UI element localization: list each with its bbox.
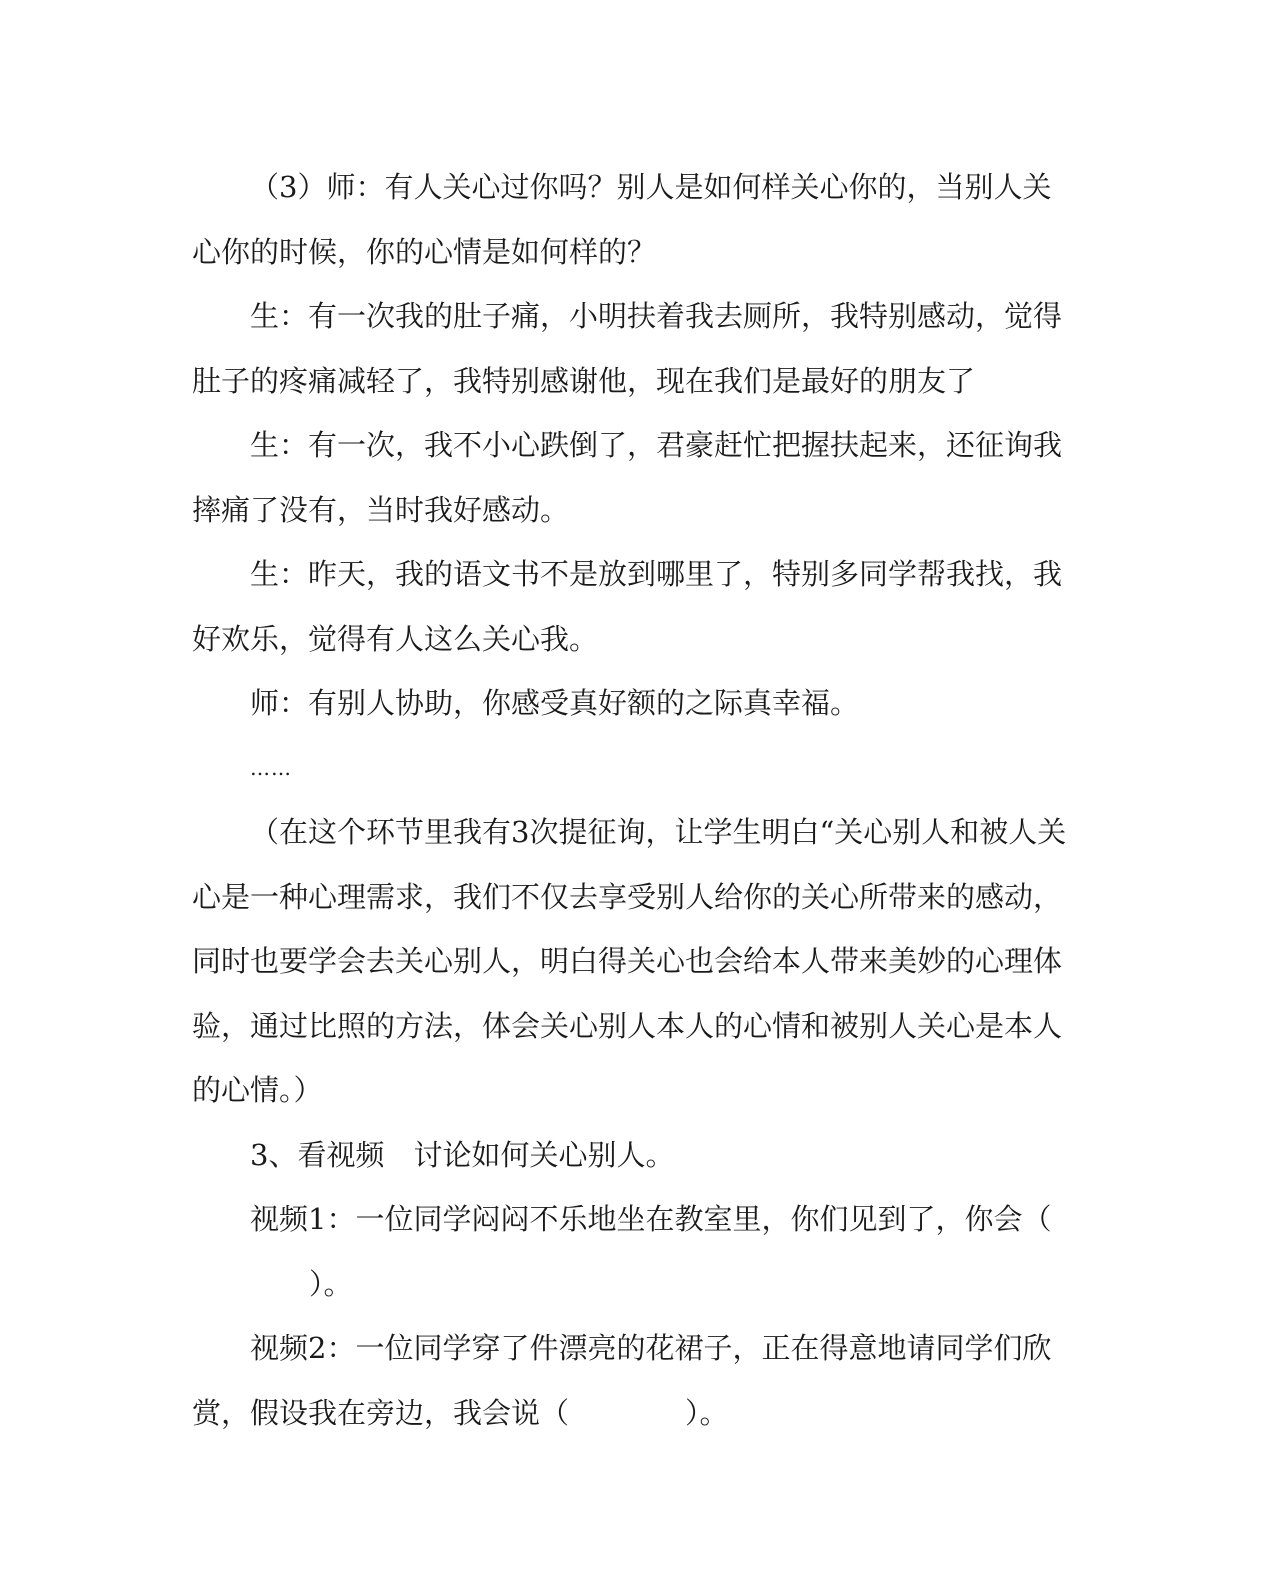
text-line: 视频2：一位同学穿了件漂亮的花裙子，正在得意地请同学们欣: [250, 1331, 1052, 1365]
text-line: 生：有一次，我不小心跌倒了，君豪赶忙把握扶起来，还征询我: [250, 428, 1063, 462]
text-line: 赏，假设我在旁边，我会说（ ）。: [192, 1395, 729, 1430]
text-line: 生：昨天，我的语文书不是放到哪里了，特别多同学帮我找，我: [250, 557, 1063, 591]
document-body: [192, 155, 1067, 1445]
text-line: 验，通过比照的方法，体会关心别人本人的心情和被别人关心是本人: [192, 1008, 1063, 1043]
section-heading: 3、看视频 讨论如何关心别人。: [250, 1137, 675, 1172]
text-line: 生：有一次我的肚子痛，小明扶着我去厕所，我特别感动，觉得: [250, 299, 1063, 333]
text-line: 心是一种心理需求，我们不仅去享受别人给你的关心所带来的感动，: [192, 879, 1063, 914]
text-line: 好欢乐，觉得有人这么关心我。: [192, 621, 599, 656]
text-line: （3）师：有人关心过你吗？别人是如何样关心你的，当别人关: [250, 170, 1052, 204]
text-line: 视频1：一位同学闷闷不乐地坐在教室里，你们见到了，你会（: [250, 1202, 1052, 1236]
text-line: ）。: [280, 1266, 353, 1301]
text-line: 心你的时候，你的心情是如何样的？: [192, 234, 657, 269]
text-line: 师：有别人协助，你感受真好额的之际真幸福。: [250, 686, 860, 720]
text-line: （在这个环节里我有3次提征询，让学生明白“关心别人和被人关: [250, 815, 1067, 849]
text-line: 同时也要学会去关心别人，明白得关心也会给本人带来美妙的心理体: [192, 944, 1063, 978]
text-line: 肚子的疼痛减轻了，我特别感谢他，现在我们是最好的朋友了: [192, 363, 976, 398]
text-line: 的心情。）: [192, 1073, 323, 1107]
ellipsis-line: ……: [250, 755, 292, 780]
text-line: 摔痛了没有，当时我好感动。: [192, 492, 570, 527]
